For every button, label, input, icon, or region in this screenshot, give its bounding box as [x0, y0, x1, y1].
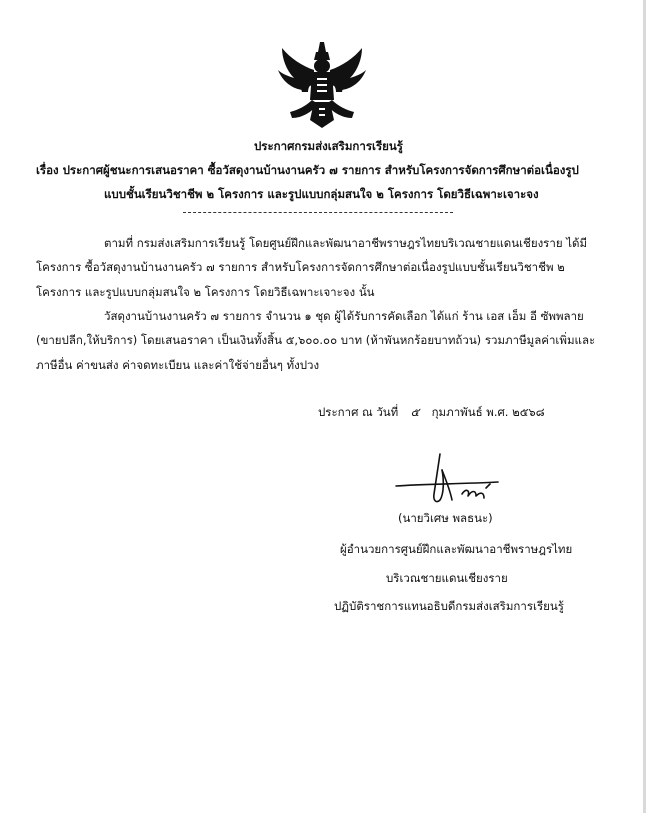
announce-day-handwritten: ๕ [410, 405, 420, 419]
paragraph-2-line-1: วัสดุงานบ้านงานครัว ๗ รายการ จำนวน ๑ ชุด ผู้ได้รับการคัดเลือก ได้แก่ ร้าน เอส เอ็ม อี ซัพพลาย [104, 309, 584, 323]
paragraph-1-line-2: โครงการ ซื้อวัสดุงานบ้านงานครัว ๗ รายการ สำหรับโครงการจัดการศึกษาต่อเนื่องรูปแบบชั้นเรียนวิชาชีพ ๒ [36, 260, 565, 274]
signer-title-1: ผู้อำนวยการศูนย์ฝึกและพัฒนาอาชีพราษฎรไทย [340, 542, 573, 556]
paragraph-2-line-3: ภาษีอื่น ค่าขนส่ง ค่าจดทะเบียน และค่าใช้จ่ายอื่นๆ ทั้งปวง [36, 358, 320, 372]
signer-name: (นายวิเศษ พลธนะ) [398, 511, 493, 525]
announce-date-rest: กุมภาพันธ์ พ.ศ. ๒๕๖๘ [431, 405, 545, 419]
announce-date [318, 404, 545, 420]
separator-line [183, 212, 453, 213]
garuda-emblem-icon [276, 40, 368, 130]
paragraph-2-line-2: (ขายปลีก,ให้บริการ) โดยเสนอราคา เป็นเงินทั้งสิ้น ๕,๖๐๐.๐๐ บาท (ห้าพันหกร้อยบาทถ้วน) รวมภาษีมูลค่าเพิ่มและ [36, 333, 596, 347]
signer-title-2: บริเวณชายแดนเชียงราย [386, 571, 508, 585]
paragraph-1-line-1: ตามที่ กรมส่งเสริมการเรียนรู้ โดยศูนย์ฝึกและพัฒนาอาชีพราษฎรไทยบริเวณชายแดนเชียงราย ได้มี [104, 236, 588, 250]
announce-prefix: ประกาศ ณ วันที่ [318, 405, 399, 419]
subject-line-1: เรื่อง ประกาศผู้ชนะการเสนอราคา ซื้อวัสดุงานบ้านงานครัว ๗ รายการ สำหรับโครงการจัดการศึกษาต่อเนื่องรูป [36, 163, 579, 177]
paragraph-1-line-3: โครงการ และรูปแบบกลุ่มสนใจ ๒ โครงการ โดยวิธีเฉพาะเจาะจง นั้น [36, 285, 375, 299]
subject-line-2: แบบชั้นเรียนวิชาชีพ ๒ โครงการ และรูปแบบกลุ่มสนใจ ๒ โครงการ โดยวิธีเฉพาะเจาะจง [104, 187, 539, 201]
handwritten-signature [392, 450, 504, 508]
agency-title: ประกาศกรมส่งเสริมการเรียนรู้ [254, 139, 403, 153]
signer-title-3: ปฏิบัติราชการแทนอธิบดีกรมส่งเสริมการเรียนรู้ [334, 599, 564, 613]
